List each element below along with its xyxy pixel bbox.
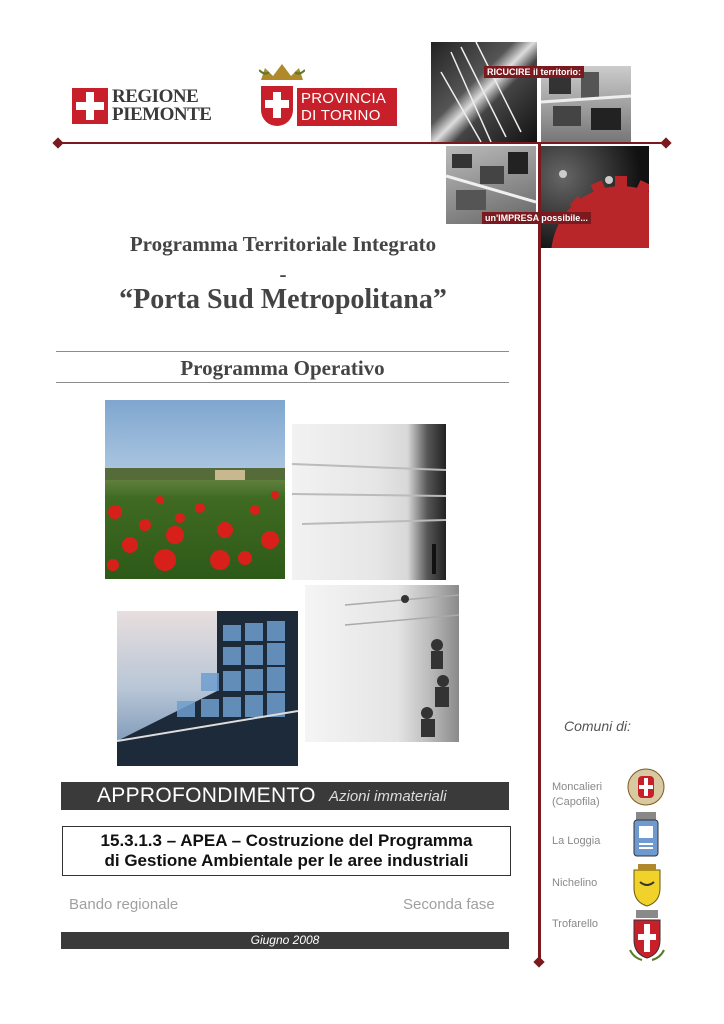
regione-logo-line1: REGIONE: [112, 86, 199, 107]
piemonte-cross-icon: [72, 88, 108, 124]
approfondimento-sublabel: Azioni immateriali: [329, 788, 447, 805]
comune-moncalieri-note: (Capofila): [552, 796, 600, 808]
bando-label: Bando regionale: [69, 896, 179, 913]
regione-piemonte-logo: [72, 86, 212, 128]
comuni-heading: Comuni di:: [564, 718, 631, 734]
date-bar: [61, 932, 509, 949]
action-title-line1: 15.3.1.3 – APEA – Costruzione del Programma: [100, 831, 473, 850]
regione-logo-line2: PIEMONTE: [112, 104, 212, 125]
action-title-line2: di Gestione Ambientale per le aree industriali: [104, 851, 469, 870]
comune-nichelino: Nichelino: [552, 877, 598, 889]
collage-photo-threads: [431, 42, 537, 142]
comune-trofarello: Trofarello: [552, 918, 599, 930]
rule-left-diamond: [52, 137, 63, 148]
approfondimento-label: APPROFONDIMENTO: [97, 784, 316, 807]
vertical-rule-diamond: [533, 956, 544, 967]
torino-shield-icon: [261, 86, 293, 126]
crown-icon: [259, 64, 305, 82]
date-label: Giugno 2008: [250, 933, 320, 947]
title-line2: “Porta Sud Metropolitana”: [119, 284, 447, 315]
title-dash: -: [279, 262, 287, 286]
la-loggia-coat-of-arms-icon: [632, 812, 660, 858]
provincia-logo-line2: DI TORINO: [301, 107, 381, 124]
subtitle-rule-top: [56, 351, 509, 352]
vertical-rule: [538, 142, 541, 962]
header-rule: [58, 142, 666, 144]
photo-people-bw: [305, 585, 459, 742]
photo-glass-building: [117, 611, 298, 766]
provincia-logo-line1: PROVINCIA: [301, 90, 387, 107]
provincia-torino-logo: [255, 64, 400, 132]
action-title-box: [62, 826, 511, 876]
subtitle: Programma Operativo: [180, 356, 385, 380]
photo-poppy-field: [105, 400, 285, 579]
approfondimento-bar: [61, 782, 509, 810]
moncalieri-coat-of-arms-icon: [626, 766, 666, 808]
title-line1: Programma Territoriale Integrato: [129, 232, 437, 256]
subtitle-rule-bottom: [56, 382, 509, 383]
collage-caption-bottom: un'IMPRESA possibile...: [482, 212, 591, 224]
rule-right-diamond: [660, 137, 671, 148]
trofarello-coat-of-arms-icon: [628, 910, 666, 962]
nichelino-coat-of-arms-icon: [630, 864, 664, 908]
comune-moncalieri-name: Moncalieri: [552, 781, 603, 793]
collage-caption-top: RICUCIRE il territorio:: [484, 66, 584, 78]
photo-station-bw: [292, 424, 446, 580]
fase-label: Seconda fase: [403, 896, 495, 913]
comune-la-loggia: La Loggia: [552, 835, 601, 847]
comune-moncalieri: [552, 780, 602, 810]
collage-photo-gear: [541, 146, 649, 248]
